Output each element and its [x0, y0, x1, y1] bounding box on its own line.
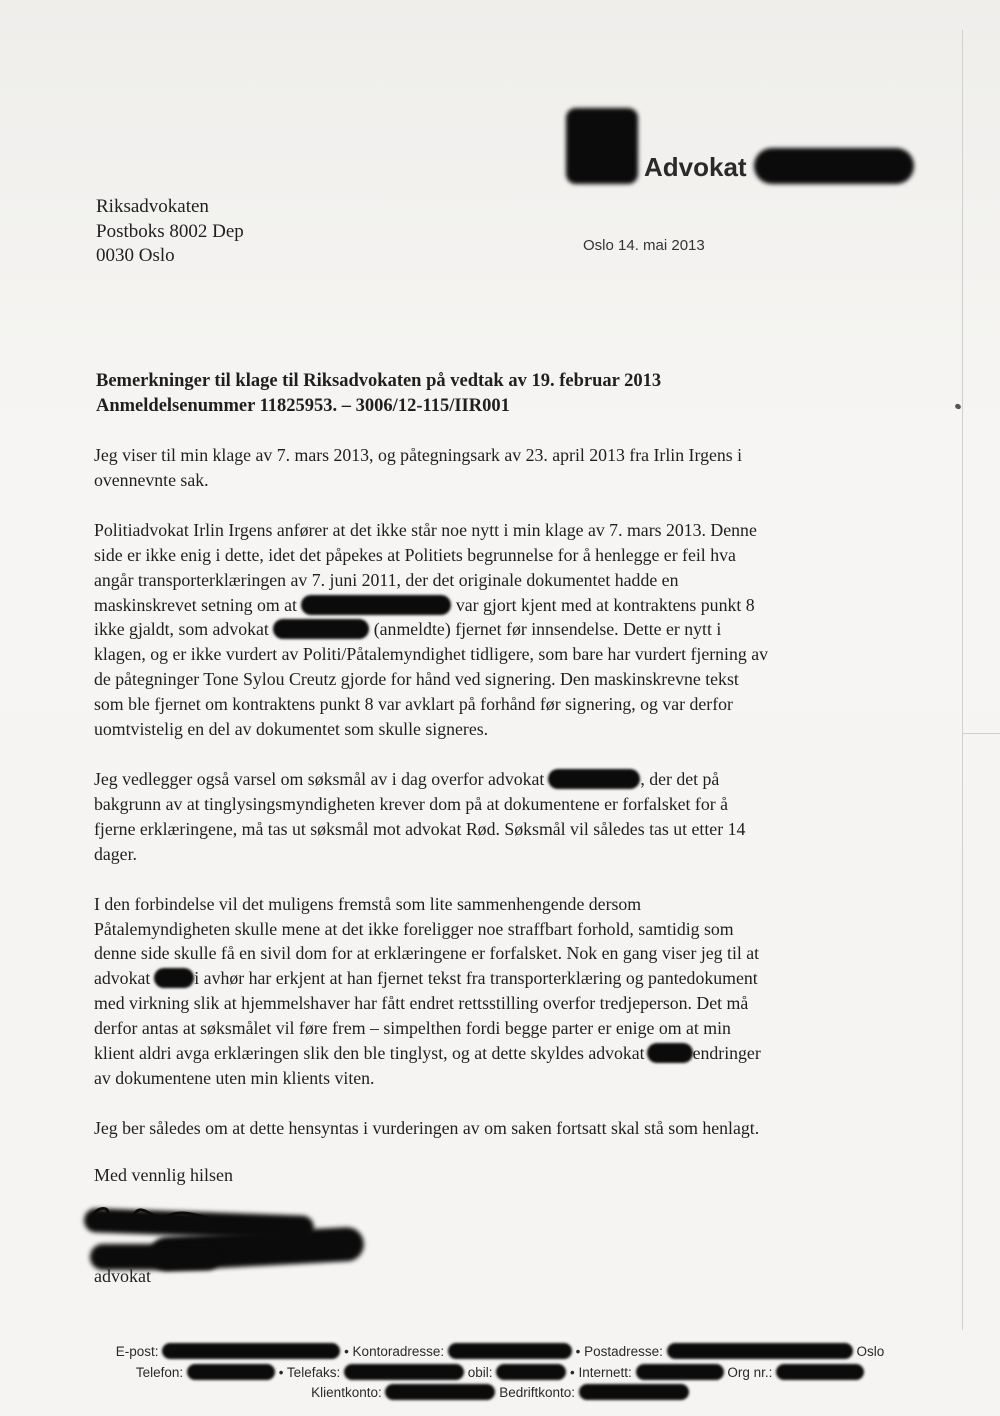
body-line: Påtalemyndigheten skulle mene at det ikke foreligger noe straffbart forhold, samtidig som — [94, 918, 734, 939]
firm-name: Advokat — [644, 152, 747, 182]
body-line: uomtvistelig en del av dokumentet som skulle signeres. — [94, 719, 489, 740]
recipient-line: Postboks 8002 Dep — [96, 220, 244, 242]
body-line — [94, 767, 834, 792]
letter-date: Oslo 14. mai 2013 — [583, 237, 705, 254]
subject-heading — [96, 369, 661, 419]
body-line: fjerne erklæringene, må tas ut søksmål mot advokat Rød. Søksmål vil således tas ut etter 14 — [94, 818, 746, 839]
recipient-line: Riksadvokaten — [96, 196, 209, 217]
org-number-label: Org nr.: — [727, 1365, 773, 1380]
redacted-website — [636, 1364, 724, 1380]
body-line — [94, 1041, 834, 1066]
body-text: var gjort kjent med at kontraktens punkt 8 — [455, 594, 755, 615]
subject-line: Anmeldelsenummer 11825953. – 3006/12-115/IIR001 — [96, 396, 510, 416]
body-line: bakgrunn av at tinglysingsmyndigheten krever dom på at dokumentene er forfalsket for å — [94, 793, 729, 814]
paragraph — [94, 443, 834, 493]
page-edge-line — [962, 30, 963, 1330]
redacted-client-account — [385, 1384, 495, 1400]
redacted-name — [273, 619, 369, 639]
subject-line: Bemerkninger til klage til Riksadvokaten på vedtak av 19. februar 2013 — [96, 371, 662, 391]
body-line: Jeg ber således om at dette hensyntas i vurderingen av om saken fortsatt skal stå som henlagt. — [94, 1117, 760, 1138]
body-line — [94, 966, 834, 991]
body-line: som ble fjernet om kontraktens punkt 8 var avklart på forhånd før signering, og var derfor — [94, 694, 733, 715]
signer-title: advokat — [94, 1266, 151, 1286]
closing-salutation: Med vennlig hilsen — [94, 1165, 233, 1185]
redacted-firm-name — [754, 148, 914, 184]
body-line: denne side skulle få en sivil dom for at erklæringene er forfalsket. Nok en gang viser jeg til at — [94, 943, 760, 964]
footer-line-3 — [0, 1384, 1000, 1400]
paragraph — [94, 1116, 834, 1141]
redacted-name — [548, 769, 640, 789]
paragraph — [94, 767, 834, 867]
page-edge-tick — [962, 733, 1000, 734]
redacted-company-account — [579, 1384, 689, 1400]
recipient-address — [96, 195, 244, 269]
body-text: (anmeldte) fjernet før innsendelse. Dette er nytt i — [373, 619, 722, 640]
internet-label: • Internett: — [570, 1365, 632, 1380]
paper-speck — [954, 403, 962, 410]
body-line: Jeg viser til min klage av 7. mars 2013, og påtegningsark av 23. april 2013 fra Irlin Irgens i — [94, 445, 743, 465]
redacted-fax — [344, 1364, 464, 1380]
postal-address-label: • Postadresse: — [575, 1344, 663, 1359]
body-text: ikke gjaldt, som advokat — [94, 619, 269, 640]
footer-line-1 — [0, 1343, 1000, 1359]
body-line: derfor antas at søksmålet vil føre frem – simpelthen fordi begge parter er enige om at min — [94, 1018, 731, 1039]
firm-logo — [566, 108, 911, 188]
redacted-org-number — [776, 1364, 864, 1380]
body-line: side er ikke enig i dette, idet det påpekes at Politiets begrunnelse for å henlegge er feil hva — [94, 544, 736, 565]
body-line: angår transporterklæringen av 7. juni 2011, der det originale dokumentet hadde en — [94, 569, 679, 590]
body-text: , der det på — [640, 768, 720, 789]
redacted-name — [154, 968, 194, 988]
email-label: E-post: — [115, 1344, 159, 1359]
company-account-label: Bedriftkonto: — [499, 1385, 576, 1400]
body-text: Jeg vedlegger også varsel om søksmål av i dag overfor advokat — [94, 768, 545, 789]
body-line: av dokumentene uten min klients viten. — [94, 1067, 375, 1088]
mobile-label: obil: — [467, 1365, 493, 1380]
footer-line-2 — [0, 1364, 1000, 1380]
redacted-logo-mark — [566, 108, 638, 184]
redacted-mobile — [496, 1364, 566, 1380]
body-text: klient aldri avga erklæringen slik den ble tinglyst, og at dette skyldes advokat — [94, 1043, 645, 1064]
body-line: med virkning slik at hjemmelshaver har fått endret rettsstilling overfor tredjeperson. Det må — [94, 993, 749, 1014]
client-account-label: Klientkonto: — [311, 1385, 382, 1400]
body-text: endringer — [692, 1043, 761, 1064]
redacted-name — [647, 1043, 693, 1063]
redacted-email — [162, 1343, 340, 1359]
body-line: Politiadvokat Irlin Irgens anfører at det ikke står noe nytt i min klage av 7. mars 2013. Denne — [94, 519, 757, 540]
body-line: I den forbindelse vil det muligens fremstå som lite sammenhengende dersom — [94, 893, 642, 914]
body-line: dager. — [94, 843, 137, 864]
body-line: de påtegninger Tone Sylou Creutz gjorde for hånd ved signering. Den maskinskrevne tekst — [94, 669, 739, 690]
recipient-line: 0030 Oslo — [96, 245, 175, 266]
body-line: ovennevnte sak. — [94, 469, 209, 490]
body-text: maskinskrevet setning om at — [94, 594, 297, 615]
redacted-name — [301, 595, 451, 615]
redacted-postal-address — [667, 1343, 853, 1359]
body-text: i avhør har erkjent at han fjernet tekst fra transporterklæring og pantedokument — [194, 968, 758, 989]
redacted-office-address — [448, 1343, 572, 1359]
fax-label: • Telefaks: — [278, 1365, 341, 1380]
letter-body — [94, 443, 834, 1166]
paragraph — [94, 892, 834, 1091]
paragraph — [94, 518, 834, 742]
body-line — [94, 593, 834, 618]
phone-label: Telefon: — [135, 1365, 184, 1380]
redacted-phone — [187, 1364, 275, 1380]
body-line — [94, 617, 834, 642]
body-line: klagen, og er ikke vurdert av Politi/Påtalemyndighet tidligere, som bare har vurdert fjerning av — [94, 644, 769, 665]
footer-city: Oslo — [856, 1344, 885, 1359]
office-address-label: • Kontoradresse: — [344, 1344, 445, 1359]
body-text: advokat — [94, 968, 151, 989]
